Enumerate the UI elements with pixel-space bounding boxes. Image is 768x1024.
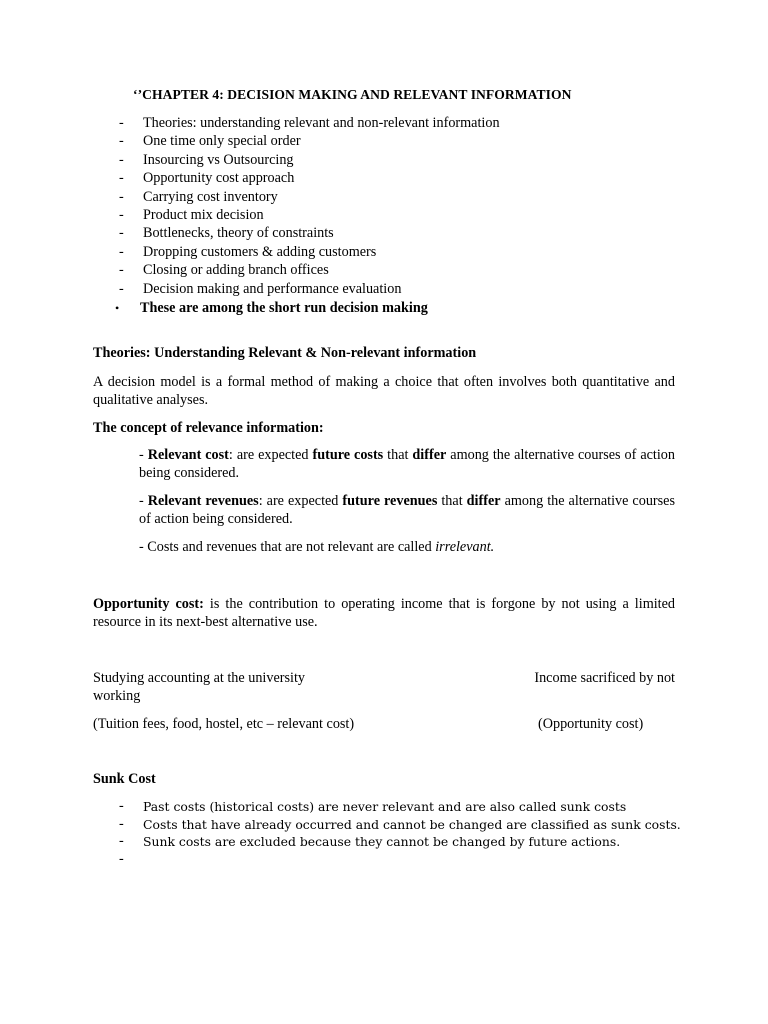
relevant-cost-text-1: : are expected [228, 447, 313, 463]
irrelevant-paragraph [139, 538, 675, 556]
list-dash: - [119, 833, 124, 850]
topic-item-text: Closing or adding branch offices [143, 262, 329, 279]
relevant-revenues-paragraph [139, 492, 675, 528]
opportunity-cost-paragraph [93, 595, 675, 631]
list-dash: - [119, 243, 124, 260]
relevant-revenues-text-1: : are expected [258, 493, 343, 509]
topic-item-text: Opportunity cost approach [143, 170, 295, 187]
example-right-line-3: (Opportunity cost) [538, 716, 644, 732]
opportunity-cost-term: Opportunity cost: [93, 596, 204, 612]
list-dash: - [119, 133, 124, 150]
topic-item-text: Product mix decision [143, 206, 264, 223]
topic-item-text: One time only special order [143, 133, 301, 150]
sunk-cost-heading: Sunk Cost [93, 771, 156, 787]
topic-item-text: Insourcing vs Outsourcing [143, 151, 294, 168]
topic-item-text: Theories: understanding relevant and non-relevant information [143, 115, 500, 131]
relevance-heading: The concept of relevance information: [93, 420, 324, 436]
list-dash: - [119, 206, 124, 223]
theories-heading: Theories: Understanding Relevant & Non-relevant information [93, 345, 477, 361]
relevant-cost-prefix: - [139, 447, 148, 463]
list-dash: - [119, 851, 124, 868]
topic-item-text: Decision making and performance evaluation [143, 280, 402, 297]
example-left-line-2: working [93, 688, 141, 704]
sunk-cost-item-text: Sunk costs are excluded because they cannot be changed by future actions. [143, 834, 621, 850]
list-dash: - [119, 280, 124, 297]
list-dash: - [119, 262, 124, 279]
sunk-cost-item-text: Costs that have already occurred and cannot be changed are classified as sunk costs. [143, 816, 681, 832]
list-dash: - [119, 170, 124, 187]
relevant-cost-bold-2: differ [412, 447, 447, 463]
relevant-revenues-prefix: - [139, 493, 148, 509]
list-dash: - [119, 115, 124, 131]
sunk-cost-item-text: Past costs (historical costs) are never relevant and are also called sunk costs [143, 799, 627, 814]
bullet-icon: • [115, 301, 120, 315]
relevant-revenues-term: Relevant revenues [147, 493, 259, 509]
list-dash: - [119, 225, 124, 242]
bullet-note-text: These are among the short run decision making [140, 300, 428, 316]
document-page [93, 0, 681, 1024]
example-left-line-1: Studying accounting at the university [93, 670, 305, 686]
example-row-2 [93, 687, 675, 705]
list-dash: - [119, 188, 124, 205]
example-right-line-1: Income sacrificed by not [534, 670, 675, 686]
relevant-cost-text-2: that [383, 447, 413, 463]
relevant-revenues-text-2: that [437, 493, 467, 509]
opportunity-cost-text: is the contribution to operating income that is forgone by not using a limited resource in its next-best alternative use. [93, 596, 675, 631]
chapter-title: ‘’CHAPTER 4: DECISION MAKING AND RELEVANT INFORMATION [133, 87, 572, 102]
relevant-revenues-bold-1: future revenues [342, 493, 438, 509]
topic-item-text: Carrying cost inventory [143, 188, 278, 205]
list-dash: - [119, 815, 124, 832]
example-left-line-3: (Tuition fees, food, hostel, etc – relevant cost) [93, 716, 355, 732]
example-row-1 [93, 669, 675, 687]
list-dash: - [119, 151, 124, 168]
irrelevant-text: - Costs and revenues that are not relevant are called [139, 539, 436, 555]
relevant-revenues-bold-2: differ [466, 493, 501, 509]
example-row-3 [93, 715, 675, 733]
topic-item-text: Bottlenecks, theory of constraints [143, 225, 334, 242]
topic-item-text: Dropping customers & adding customers [143, 243, 377, 260]
list-dash: - [119, 798, 124, 814]
relevant-cost-term: Relevant cost [147, 447, 229, 463]
decision-model-paragraph: A decision model is a formal method of making a choice that often involves both quantitative and qualitative analyses. [93, 374, 675, 409]
relevant-cost-paragraph [139, 446, 675, 482]
relevant-cost-bold-1: future costs [312, 447, 384, 463]
irrelevant-term: irrelevant. [435, 539, 495, 555]
relevant-cost-text-3: among the alternative courses of action being considered. [139, 447, 675, 482]
relevant-revenues-text-3: among the alternative courses of action being considered. [139, 493, 675, 528]
